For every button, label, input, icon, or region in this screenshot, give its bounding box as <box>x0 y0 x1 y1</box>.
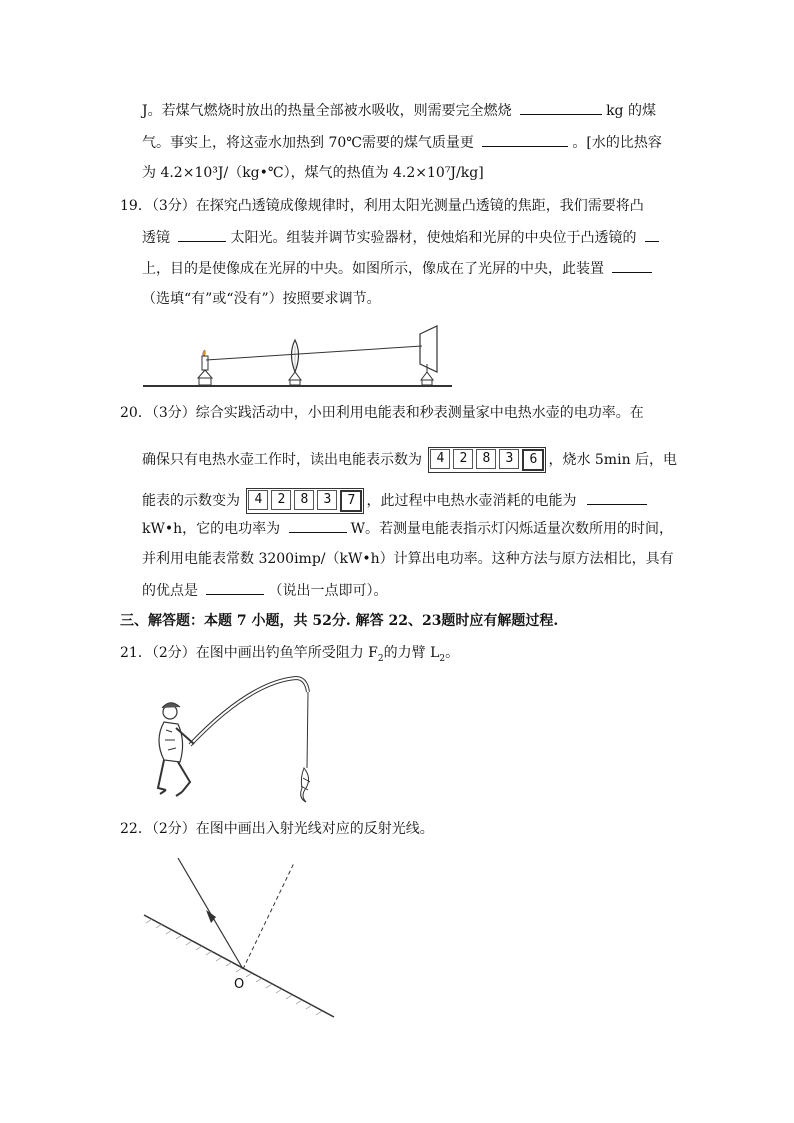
energy-meter-reading-1 <box>428 447 546 473</box>
q20-line4-text: kW•h，它的电功率为 <box>142 521 281 537</box>
q22-text: 22．（2分）在图中画出入射光线对应的反射光线。 <box>120 821 434 837</box>
optical-bench-figure <box>140 322 455 390</box>
q18-line2-text: 气。事实上，将这壶水加热到 70℃需要的煤气质量更 <box>142 135 474 151</box>
q18-line2 <box>142 132 662 153</box>
q19-blank-3[interactable] <box>612 258 652 273</box>
energy-meter-reading-2 <box>246 488 364 514</box>
q20-line5: 并利用电能表常数 3200imp/（kW•h）计算出电功率。这种方法与原方法相比，具有 <box>142 551 674 567</box>
q19-line2-tail: 太阳光。组装并调节实验器材，使烛焰和光屏的中央位于凸透镜的 <box>230 230 637 246</box>
q19-blank-1[interactable] <box>178 227 226 242</box>
meter1-digit: 2 <box>453 449 473 469</box>
q21-sub1: 2 <box>377 653 384 664</box>
q19-line4: （选填“有”或“没有”）按照要求调节。 <box>142 291 381 307</box>
q20-line3-text: 能表的示数变为 <box>142 493 240 509</box>
q19-blank-2[interactable] <box>645 227 659 242</box>
q18-line2-tail: 。[水的比热容 <box>572 135 662 151</box>
q20-line1: 20．（3分）综合实践活动中，小田利用电能表和秒表测量家中电热水壶的电功率。在 <box>120 405 644 421</box>
meter2-digit: 3 <box>317 490 337 510</box>
q20-line3 <box>142 488 647 514</box>
q21-sub2: 2 <box>439 653 446 664</box>
q20-line6 <box>142 580 387 601</box>
q20-line6-text: 的优点是 <box>142 583 198 599</box>
meter2-digit: 4 <box>248 490 268 510</box>
q20-line4-tail: W。若测量电能表指示灯闪烁适量次数所用的时间， <box>350 521 673 537</box>
reflection-figure <box>142 855 342 1025</box>
meter1-digit: 8 <box>476 449 496 469</box>
meter1-digit: 3 <box>499 449 519 469</box>
q20-line2-text: 确保只有电热水壶工作时，读出电能表示数为 <box>142 452 422 468</box>
q18-blank-1[interactable] <box>520 100 602 115</box>
q19-line3-text: 上，目的是使像成在光屏的中央。如图所示，像成在了光屏的中央，此装置 <box>142 261 604 277</box>
q20-line3-tail: ，此过程中电热水壶消耗的电能为 <box>366 493 577 509</box>
q19-line1: 19．（3分）在探究凸透镜成像规律时，利用太阳光测量凸透镜的焦距，我们需要将凸 <box>120 198 644 214</box>
fishing-rod-figure <box>150 670 330 810</box>
q18-line1 <box>142 100 656 121</box>
q20-line6-tail: （说出一点即可）。 <box>268 583 388 599</box>
q21-mid: 的力臂 L <box>383 645 440 661</box>
q20-line2 <box>142 447 677 473</box>
q20-line4 <box>142 518 673 539</box>
q18-line1-text: J。若煤气燃烧时放出的热量全部被水吸收，则需要完全燃烧 <box>142 103 512 119</box>
meter2-digit: 2 <box>271 490 291 510</box>
q21-prefix: 21．（2分）在图中画出钓鱼竿所受阻力 F <box>120 645 378 661</box>
q18-line1-unit: kg 的煤 <box>606 103 656 119</box>
incidence-point-label: O <box>234 977 245 992</box>
q18-blank-2[interactable] <box>482 132 568 147</box>
q20-blank-1[interactable] <box>587 490 647 505</box>
q21-text <box>120 643 459 669</box>
q20-blank-3[interactable] <box>206 580 264 595</box>
q19-line3 <box>142 258 652 279</box>
section-3-heading: 三、解答题：本题 7 小题，共 52分. 解答 22、23题时应有解题过程. <box>120 613 559 629</box>
q20-blank-2[interactable] <box>289 518 347 533</box>
q21-suffix: 。 <box>445 645 460 661</box>
q18-line3: 为 4.2×10³J/（kg•℃），煤气的热值为 4.2×10⁷J/kg] <box>142 165 484 181</box>
meter1-digit-decimal: 6 <box>522 449 544 471</box>
meter2-digit: 8 <box>294 490 314 510</box>
meter1-digit: 4 <box>430 449 450 469</box>
q19-line2-text: 透镜 <box>142 230 170 246</box>
q19-line2 <box>142 227 659 248</box>
meter2-digit-decimal: 7 <box>340 490 362 512</box>
q20-line2-tail: ，烧水 5min 后，电 <box>548 452 678 468</box>
